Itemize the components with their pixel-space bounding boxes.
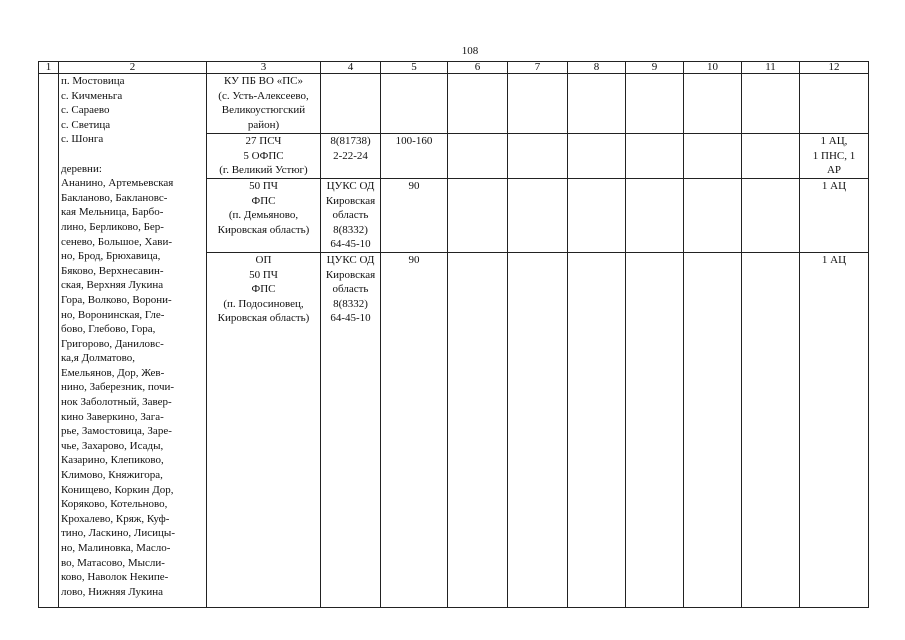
settlement-text-line: Климово, Княжигора, xyxy=(61,469,163,482)
village-line: с. Шонга xyxy=(61,133,104,146)
cell-col11 xyxy=(742,74,800,134)
phone-line: 8(8332) xyxy=(333,297,368,310)
settlement-text-line: бово, Глебово, Гора, xyxy=(61,323,156,336)
settlement-text-line: но, Воронинская, Гле- xyxy=(61,308,165,321)
village-line: с. Кичменьга xyxy=(61,89,123,102)
unit-line: 50 ПЧ xyxy=(249,268,278,281)
cell-col6 xyxy=(448,134,508,179)
phone-line: 8(81738) xyxy=(330,135,371,147)
cell-col6 xyxy=(448,253,508,608)
settlement-text-line: кая Мельница, Барбо- xyxy=(61,206,164,219)
header-col-12: 12 xyxy=(800,62,869,74)
settlement-text-line: ка,я Долматово, xyxy=(61,352,135,365)
village-line: с. Светица xyxy=(61,118,111,131)
cell-col10 xyxy=(684,179,742,253)
header-col-1: 1 xyxy=(39,62,59,74)
cell-col1 xyxy=(39,74,59,608)
settlement-text-line: но, Малиновка, Масло- xyxy=(61,542,171,554)
cell-col7 xyxy=(508,74,568,134)
settlement-text-line: во, Матасово, Мысли- xyxy=(61,556,165,569)
cell-col11 xyxy=(742,253,800,608)
cell-col9 xyxy=(626,74,684,134)
unit-line: (п. Подосиновец, xyxy=(223,297,304,310)
equipment-cell xyxy=(800,134,869,179)
settlement-text-line: кино Заверкино, Зага- xyxy=(61,410,164,423)
village-line: п. Мостовица xyxy=(61,75,125,87)
header-col-7: 7 xyxy=(508,62,568,74)
villages-label: деревни: xyxy=(61,162,102,175)
settlement-text-line: Григорово, Даниловс- xyxy=(61,337,164,350)
settlement-text-line: Казарино, Клепиково, xyxy=(61,454,164,467)
unit-line: (с. Усть-Алексеево, xyxy=(218,89,309,102)
settlement-text-line: но, Брод, Брюхавица, xyxy=(61,250,161,263)
phone-line: 8(8332) xyxy=(333,223,368,236)
time-cell: 100-160 xyxy=(381,134,448,179)
unit-line: район) xyxy=(247,118,280,131)
phone-line: 64-45-10 xyxy=(330,238,371,251)
phone-cell xyxy=(321,253,381,608)
header-col-9: 9 xyxy=(626,62,684,74)
header-col-10: 10 xyxy=(684,62,742,74)
settlement-text-line: Гора, Волково, Ворони- xyxy=(61,293,172,306)
unit-line: 27 ПСЧ xyxy=(245,135,282,147)
cell-col9 xyxy=(626,179,684,253)
phone-line: ЦУКС ОД xyxy=(326,254,375,266)
cell-col6 xyxy=(448,74,508,134)
equipment-cell xyxy=(800,253,869,608)
unit-line: Кировская область) xyxy=(217,223,310,236)
cell-col8 xyxy=(568,134,626,179)
unit-line: (п. Демьяново, xyxy=(228,209,299,222)
settlement-text-line: Конищево, Коркин Дор, xyxy=(61,483,174,496)
cell-col7 xyxy=(508,253,568,608)
settlement-text-line: Ананино, Артемьевская xyxy=(61,177,174,190)
cell-col8 xyxy=(568,253,626,608)
unit-line: ФПС xyxy=(251,194,276,207)
page-number: 108 xyxy=(461,45,479,57)
header-col-4: 4 xyxy=(321,62,381,74)
phone-line: Кировская xyxy=(325,194,376,207)
data-table xyxy=(38,61,869,608)
unit-line: ОП xyxy=(255,254,272,266)
unit-cell xyxy=(207,253,321,608)
equipment-cell xyxy=(800,74,869,134)
equipment-line: АР xyxy=(826,164,842,177)
village-line: с. Сараево xyxy=(61,104,110,117)
header-col-6: 6 xyxy=(448,62,508,74)
header-col-3: 3 xyxy=(207,62,321,74)
table-row xyxy=(39,74,869,134)
cell-col6 xyxy=(448,179,508,253)
unit-cell xyxy=(207,179,321,253)
header-row xyxy=(39,62,869,74)
cell-col11 xyxy=(742,134,800,179)
equipment-line: 1 ПНС, 1 xyxy=(812,149,856,162)
cell-col10 xyxy=(684,74,742,134)
unit-line: Великоустюгский xyxy=(221,104,306,117)
equipment-line: 1 АЦ xyxy=(821,180,847,192)
settlement-text-line: Емельянов, Дор, Жев- xyxy=(61,366,165,379)
phone-line: область xyxy=(332,283,369,296)
header-col-11: 11 xyxy=(742,62,800,74)
time-cell: 90 xyxy=(381,253,448,608)
header-col-2: 2 xyxy=(59,62,207,74)
settlement-text-line: Коряково, Котельново, xyxy=(61,498,168,511)
cell-col7 xyxy=(508,179,568,253)
cell-col8 xyxy=(568,179,626,253)
phone-line: 64-45-10 xyxy=(330,312,371,325)
phone-cell xyxy=(321,74,381,134)
cell-col11 xyxy=(742,179,800,253)
settlement-text-line: лово, Нижняя Лукина xyxy=(61,585,163,598)
equipment-line: 1 АЦ xyxy=(821,254,847,266)
time-cell xyxy=(381,74,448,134)
unit-line: 5 ОФПС xyxy=(243,149,284,162)
settlement-text-line: лино, Берликово, Бер- xyxy=(61,220,164,233)
cell-col9 xyxy=(626,253,684,608)
settlement-text-line: ково, Наволок Некипе- xyxy=(61,571,169,584)
phone-cell xyxy=(321,179,381,253)
header-col-5: 5 xyxy=(381,62,448,74)
equipment-cell xyxy=(800,179,869,253)
phone-line: 2-22-24 xyxy=(333,149,368,162)
cell-col7 xyxy=(508,134,568,179)
unit-line: ФПС xyxy=(251,283,276,296)
settlement-text-line: нино, Заберезник, почи- xyxy=(61,381,175,394)
phone-line: ЦУКС ОД xyxy=(326,180,375,192)
cell-col8 xyxy=(568,74,626,134)
unit-line: (г. Великий Устюг) xyxy=(219,164,308,177)
unit-cell xyxy=(207,134,321,179)
settlement-text-line: рье, Замостовица, Заре- xyxy=(61,425,172,438)
spacer xyxy=(61,147,205,162)
settlement-text-line: Бакланово, Баклановс- xyxy=(61,191,168,204)
cell-col10 xyxy=(684,134,742,179)
cell-col9 xyxy=(626,134,684,179)
phone-line: Кировская xyxy=(325,268,376,281)
unit-line: КУ ПБ ВО «ПС» xyxy=(224,75,303,87)
settlement-text-line: чье, Захарово, Исады, xyxy=(61,439,164,452)
settlement-text-line: ская, Верхняя Лукина xyxy=(61,279,164,292)
settlement-text-line: нок Заболотный, Завер- xyxy=(61,396,172,409)
settlement-text-line: сенево, Большое, Хави- xyxy=(61,235,173,248)
time-cell: 90 xyxy=(381,179,448,253)
settlement-text-line: тино, Ласкино, Лисицы- xyxy=(61,527,175,540)
header-col-8: 8 xyxy=(568,62,626,74)
settlement-text-line: Бяково, Верхнесавин- xyxy=(61,264,164,277)
settlements-cell xyxy=(59,74,207,608)
equipment-line: 1 АЦ, xyxy=(820,135,848,147)
phone-line: область xyxy=(332,209,369,222)
unit-line: Кировская область) xyxy=(217,312,310,325)
unit-line: 50 ПЧ xyxy=(249,180,278,192)
settlement-text-line: Крохалево, Кряж, Куф- xyxy=(61,512,170,525)
unit-cell xyxy=(207,74,321,134)
cell-col10 xyxy=(684,253,742,608)
phone-cell xyxy=(321,134,381,179)
